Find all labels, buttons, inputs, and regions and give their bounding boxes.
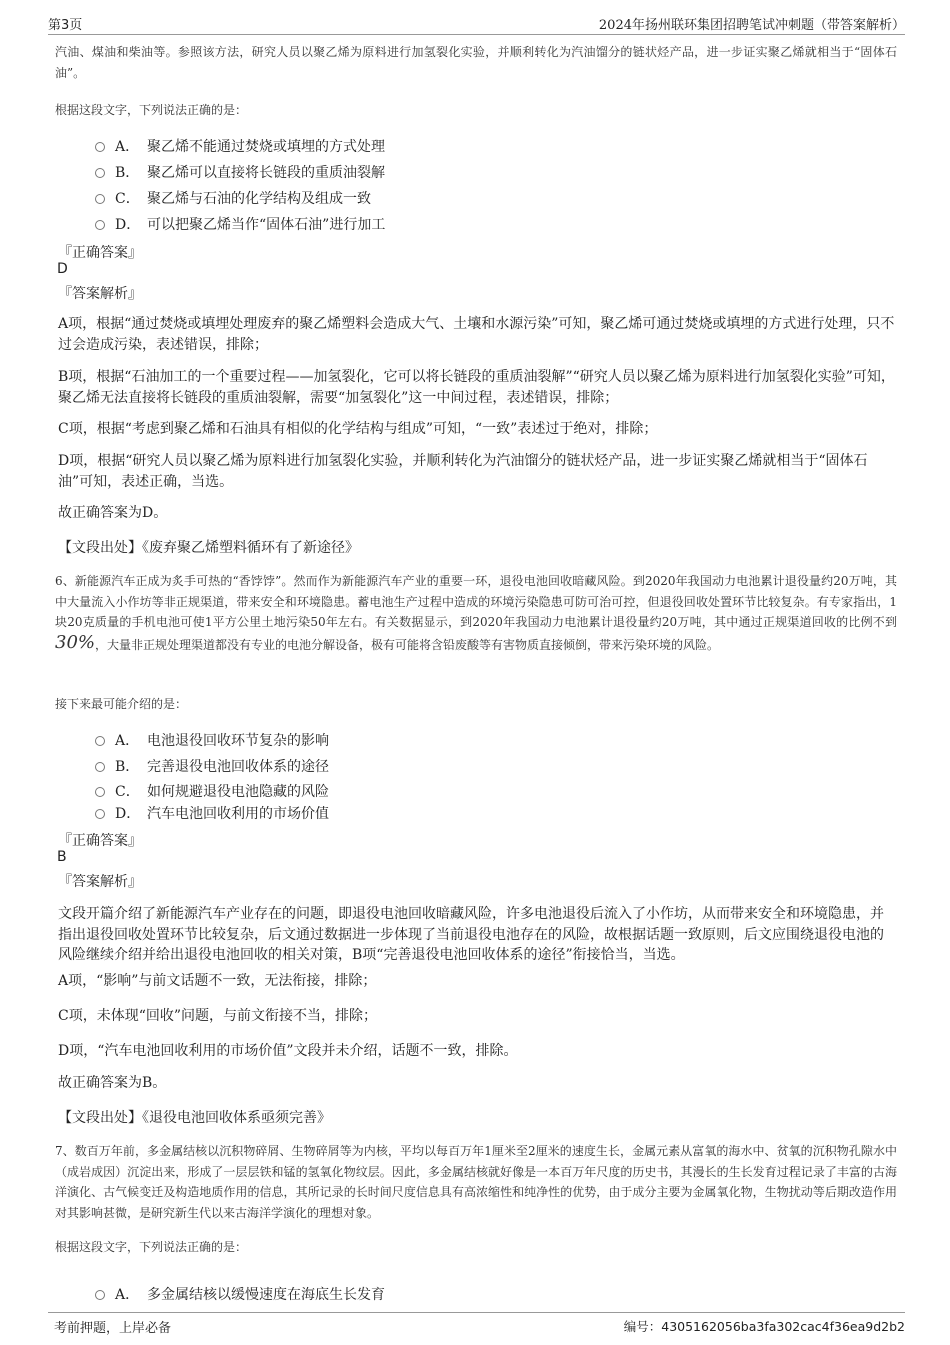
- q5-option-a[interactable]: A． 聚乙烯不能通过焚烧或填埋的方式处理: [95, 136, 385, 156]
- q5-answer: D: [57, 261, 68, 277]
- page-header: [48, 10, 905, 35]
- q6-option-c[interactable]: C． 如何规避退役电池隐藏的风险: [95, 781, 329, 801]
- q5-source: 【文段出处】《废弃聚乙烯塑料循环有了新途径》: [58, 540, 359, 556]
- q6-conclusion: 故正确答案为B。: [58, 1075, 167, 1091]
- q5-analysis-c: C项，根据“考虑到聚乙烯和石油具有相似的化学结构与组成”可知，“一致”表述过于绝对，排除；: [58, 421, 658, 437]
- q6-passage: 6、新能源汽车正成为炙手可热的“香饽饽”。然而作为新能源汽车产业的重要一环，退役电池回收暗藏风险。到2020年我国动力电池累计退役量约20万吨，其中大量流入小作坊等非正规渠道，带来安全和环境隐患。蓄电池生产过程中造成的环境污染隐患可防可治可控，但退役回收处置环节比较复杂。有专家指出，1块20克质量的手机电池可使1平方公里土地污染50年左右。有关数据显示，到2020年我国动力电池累计退役量约20万吨，其中通过正规渠道回收的比例不到30%，大量非正规处理渠道都没有专业的电池分解设备，极有可能将含铅废酸等有害物质直接倾倒，带来污染环境的风险。: [55, 574, 897, 653]
- q6-answer-label: 『正确答案』: [58, 833, 142, 849]
- q6-analysis-label: 『答案解析』: [58, 874, 142, 890]
- radio-icon[interactable]: [95, 142, 105, 152]
- q6-analysis-d: D项，“汽车电池回收利用的市场价值”文段并未介绍，话题不一致，排除。: [58, 1043, 518, 1059]
- document-title: 2024年扬州联环集团招聘笔试冲刺题（带答案解析）: [598, 18, 905, 33]
- radio-icon[interactable]: [95, 787, 105, 797]
- q7-passage: 7、数百万年前，多金属结核以沉积物碎屑、生物碎屑等为内核，平均以每百万年1厘米至2厘米的速度生长，金属元素从富氧的海水中、贫氧的沉积物孔隙水中（成岩成因）沉淀出来，形成了一层层铁和锰的氢氧化物纹层。因此，多金属结核就好像是一本百万年尺度的历史书，其漫长的生长发育过程记录了丰富的古海洋演化、古气候变迁及构造地质作用的信息，其所记录的长时间尺度信息具有高浓缩性和纯净性的优势，由于成分主要为金属氧化物，生物扰动等后期改造作用对其影响甚微，是研究新生代以来古海洋学演化的理想对象。: [55, 1144, 897, 1220]
- radio-icon[interactable]: [95, 736, 105, 746]
- q5-passage: 汽油、煤油和柴油等。参照该方法，研究人员以聚乙烯为原料进行加氢裂化实验，并顺利转化为汽油馏分的链状烃产品，进一步证实聚乙烯就相当于“固体石油”。: [55, 45, 897, 80]
- q5-prompt: 根据这段文字，下列说法正确的是：: [55, 103, 248, 117]
- q6-analysis-main: 文段开篇介绍了新能源汽车产业存在的问题，即退役电池回收暗藏风险，许多电池退役后流入了小作坊，从而带来安全和环境隐患，并指出退役回收处置环节比较复杂，后文通过数据进一步体现了当前退役电池存在的风险，故根据话题一致原则，后文应围绕退役电池的风险继续介绍并给出退役电池回收的相关对策，B项“完善退役电池回收体系的途径”衔接恰当，当选。: [58, 906, 884, 963]
- radio-icon[interactable]: [95, 220, 105, 230]
- radio-icon[interactable]: [95, 809, 105, 819]
- q6-option-a[interactable]: A． 电池退役回收环节复杂的影响: [95, 730, 329, 750]
- radio-icon[interactable]: [95, 762, 105, 772]
- q6-analysis-a: A项，“影响”与前文话题不一致，无法衔接，排除；: [58, 973, 377, 989]
- q6-option-b[interactable]: B． 完善退役电池回收体系的途径: [95, 756, 329, 776]
- q5-conclusion: 故正确答案为D。: [58, 505, 168, 521]
- document-id: 编号：4305162056ba3fa302cac4f36ea9d2b2: [623, 1319, 905, 1334]
- q5-analysis-d: D项，根据“研究人员以聚乙烯为原料进行加氢裂化实验，并顺利转化为汽油馏分的链状烃产品，进一步证实聚乙烯就相当于“固体石油”可知，表述正确，当选。: [58, 453, 868, 490]
- q7-prompt: 根据这段文字，下列说法正确的是：: [55, 1240, 248, 1254]
- radio-icon[interactable]: [95, 168, 105, 178]
- page-number: 第3页: [48, 18, 83, 33]
- radio-icon[interactable]: [95, 1290, 105, 1300]
- q6-source: 【文段出处】《退役电池回收体系亟须完善》: [58, 1110, 331, 1126]
- q6-prompt: 接下来最可能介绍的是：: [55, 697, 188, 711]
- radio-icon[interactable]: [95, 194, 105, 204]
- q5-option-c[interactable]: C． 聚乙烯与石油的化学结构及组成一致: [95, 188, 371, 208]
- q6-analysis-c: C项，未体现“回收”问题，与前文衔接不当，排除；: [58, 1008, 378, 1024]
- q6-option-d[interactable]: D． 汽车电池回收利用的市场价值: [95, 803, 329, 823]
- q7-option-a[interactable]: A． 多金属结核以缓慢速度在海底生长发育: [95, 1284, 385, 1304]
- q5-option-b[interactable]: B． 聚乙烯可以直接将长链段的重质油裂解: [95, 162, 385, 182]
- page-footer: [48, 1312, 905, 1337]
- q5-option-d[interactable]: D． 可以把聚乙烯当作“固体石油”进行加工: [95, 214, 385, 234]
- percent-value: 30%: [55, 631, 96, 653]
- footer-slogan: 考前押题，上岸必备: [54, 1321, 172, 1336]
- q5-analysis-b: B项，根据“石油加工的一个重要过程——加氢裂化，它可以将长链段的重质油裂解”“研究人员以聚乙烯为原料进行加氢裂化实验”可知，聚乙烯无法直接将长链段的重质油裂解，需要“加氢裂化”这一中间过程，表述错误，排除；: [58, 369, 895, 406]
- q5-analysis-a: A项，根据“通过焚烧或填埋处理废弃的聚乙烯塑料会造成大气、土壤和水源污染”可知，聚乙烯可通过焚烧或填埋的方式进行处理，只不过会造成污染，表述错误，排除；: [58, 316, 895, 353]
- q5-analysis-label: 『答案解析』: [58, 286, 142, 302]
- q5-answer-label: 『正确答案』: [58, 245, 142, 261]
- q6-answer: B: [57, 849, 67, 865]
